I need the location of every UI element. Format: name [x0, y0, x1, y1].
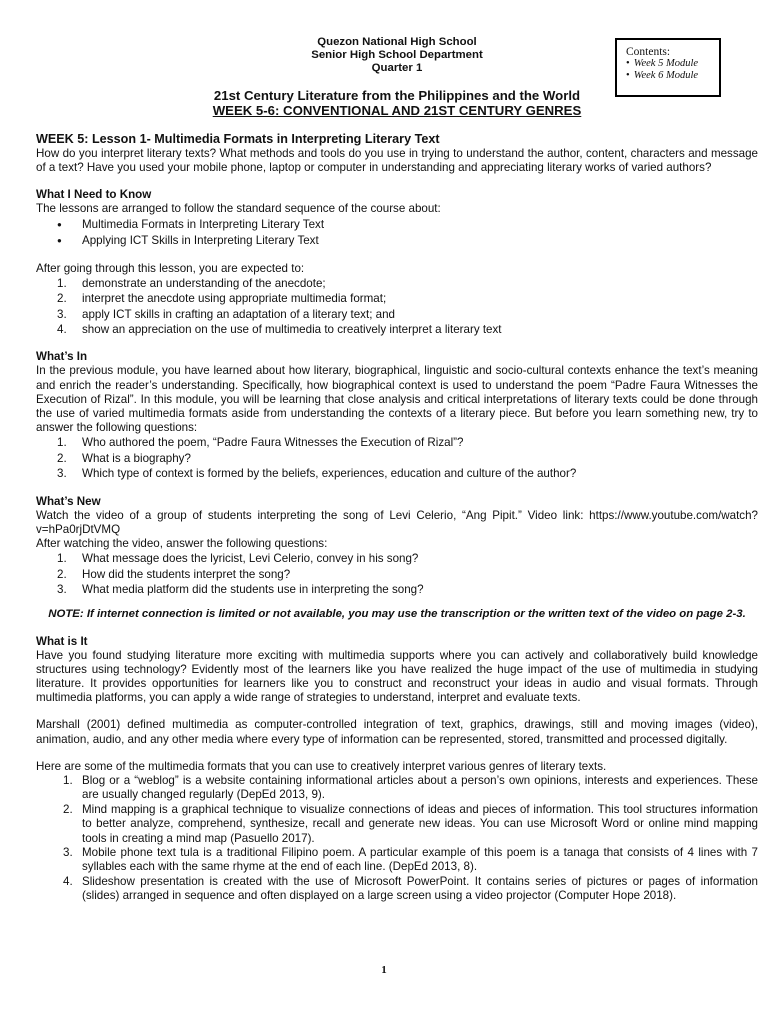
- contents-item: • Week 6 Module: [626, 70, 699, 81]
- whats-new-lead: After watching the video, answer the following questions:: [36, 537, 328, 551]
- list-item: ● Applying ICT Skills in Interpreting Literary Text: [36, 233, 758, 249]
- objectives-lead: After going through this lesson, you are expected to:: [36, 261, 305, 275]
- week-title: WEEK 5-6: CONVENTIONAL AND 21ST CENTURY GENRES: [212, 103, 582, 118]
- list-item: 2. interpret the anecdote using appropriate multimedia format;: [57, 292, 387, 306]
- list-item: 4. Slideshow presentation is created with the use of Microsoft PowerPoint. It contains series of pictures or pages of information (slides) arranged in sequence and often displayed on a large screen using a video projector (Computer Hope 2018).: [63, 874, 758, 903]
- quarter-label: Quarter 1: [371, 62, 423, 74]
- list-item: 2. Mind mapping is a graphical technique to visualize connections of ideas and pieces of information. This tool structures information to better analyze, comprehend, synthesize, recall and generate new ideas. You can use Microsoft Word or online mind mapping tools in creating a mind map (Pasuello 2017).: [63, 802, 758, 845]
- list-item: 3. What media platform did the students use in interpreting the song?: [57, 583, 424, 597]
- list-item: 1. Who authored the poem, “Padre Faura Witnesses the Execution of Rizal”?: [57, 436, 464, 450]
- contents-box: [615, 38, 721, 97]
- list-item: 1. demonstrate an understanding of the anecdote;: [57, 276, 326, 290]
- need-to-know-heading: What I Need to Know: [36, 188, 152, 202]
- lesson-title: WEEK 5: Lesson 1- Multimedia Formats in Interpreting Literary Text: [36, 132, 440, 146]
- list-item: 1. Blog or a “weblog” is a website containing informational articles about a person’s own opinions, interests and experiences. These are usually changed regularly (DepEd 2013, 9).: [63, 773, 758, 802]
- whats-in-paragraph: In the previous module, you have learned about how literary, biographical, linguistic and socio-cultural contexts enhance the text’s meaning and enrich the reader’s understanding. Specifically, how biographical context is used to understand the poem “Padre Faura Witnesses the Execution of Rizal”. In this module, you will be learning that close analysis and critical interpretations of literary texts could be done through the use of varied multimedia formats aside from understanding the contexts of a literary piece. But before you learn something new, try to answer the following questions:: [36, 364, 758, 435]
- whats-new-questions: [36, 551, 758, 597]
- whats-new-heading: What’s New: [36, 494, 101, 508]
- whats-in-heading: What’s In: [36, 350, 88, 364]
- intro-paragraph: How do you interpret literary texts? What methods and tools do you use in trying to understand the author, content, characters and message of a text? Have you used your mobile phone, laptop or computer in understanding and appreciating literary works of varied authors?: [36, 147, 758, 175]
- list-item: 3. apply ICT skills in crafting an adaptation of a literary text; and: [57, 307, 395, 321]
- page-number: 1: [381, 964, 387, 976]
- list-item: 1. What message does the lyricist, Levi Celerio, convey in his song?: [57, 552, 419, 566]
- what-is-it-paragraph-1: Have you found studying literature more exciting with multimedia supports where you can actively and collaboratively build knowledge structures using technology? Evidently most of the learners like you have realized the huge impact of the use of multimedia in studying literature. It provides opportunities for learners like you to construct and reconstruct your ideas in audio and visual formats. Through multimedia platforms, you can apply a wide range of strategies to understand, interpret and evaluate texts.: [36, 648, 758, 705]
- multimedia-formats-list: [36, 774, 758, 904]
- course-title: 21st Century Literature from the Philippines and the World: [213, 88, 581, 103]
- list-item: 2. What is a biography?: [57, 451, 191, 465]
- what-is-it-paragraph-3: Here are some of the multimedia formats that you can use to creatively interpret various genres of literary texts.: [36, 759, 607, 773]
- whats-in-questions: [36, 435, 758, 481]
- contents-label: Contents:: [626, 46, 671, 58]
- department-name: Senior High School Department: [311, 49, 483, 61]
- contents-item: • Week 5 Module: [626, 58, 699, 69]
- list-item: 4. show an appreciation on the use of multimedia to creatively interpret a literary text: [57, 323, 502, 337]
- list-item: 3. Mobile phone text tula is a traditional Filipino poem. A particular example of this poem is a tanaga that consists of 4 lines with 7 syllables each with the same rhyme at the end of each line. (DepEd 2013, 8).: [63, 845, 758, 874]
- internet-note: NOTE: If internet connection is limited or not available, you may use the transcription or the written text of the video on page 2-3.: [48, 607, 746, 620]
- list-item: ● Multimedia Formats in Interpreting Literary Text: [36, 217, 758, 233]
- list-item: 2. How did the students interpret the song?: [57, 567, 291, 581]
- school-name: Quezon National High School: [317, 36, 477, 48]
- module-page: [36, 36, 758, 904]
- what-is-it-heading: What is It: [36, 634, 88, 648]
- what-is-it-paragraph-2: Marshall (2001) defined multimedia as computer-controlled integration of text, graphics, drawings, still and moving images (video), animation, audio, and any other media where every type of information can be represented, stored, transmitted and processed digitally.: [36, 718, 758, 746]
- list-item: 3. Which type of context is formed by the beliefs, experiences, education and culture of the author?: [57, 467, 577, 481]
- need-to-know-lead: The lessons are arranged to follow the standard sequence of the course about:: [36, 202, 441, 216]
- lesson-topics-list: [36, 217, 758, 249]
- objectives-list: [36, 276, 758, 338]
- whats-new-paragraph: Watch the video of a group of students interpreting the song of Levi Celerio, “Ang Pipit.” Video link: https://www.youtube.com/watch?v=hPa0rjDtVMQ: [36, 508, 758, 536]
